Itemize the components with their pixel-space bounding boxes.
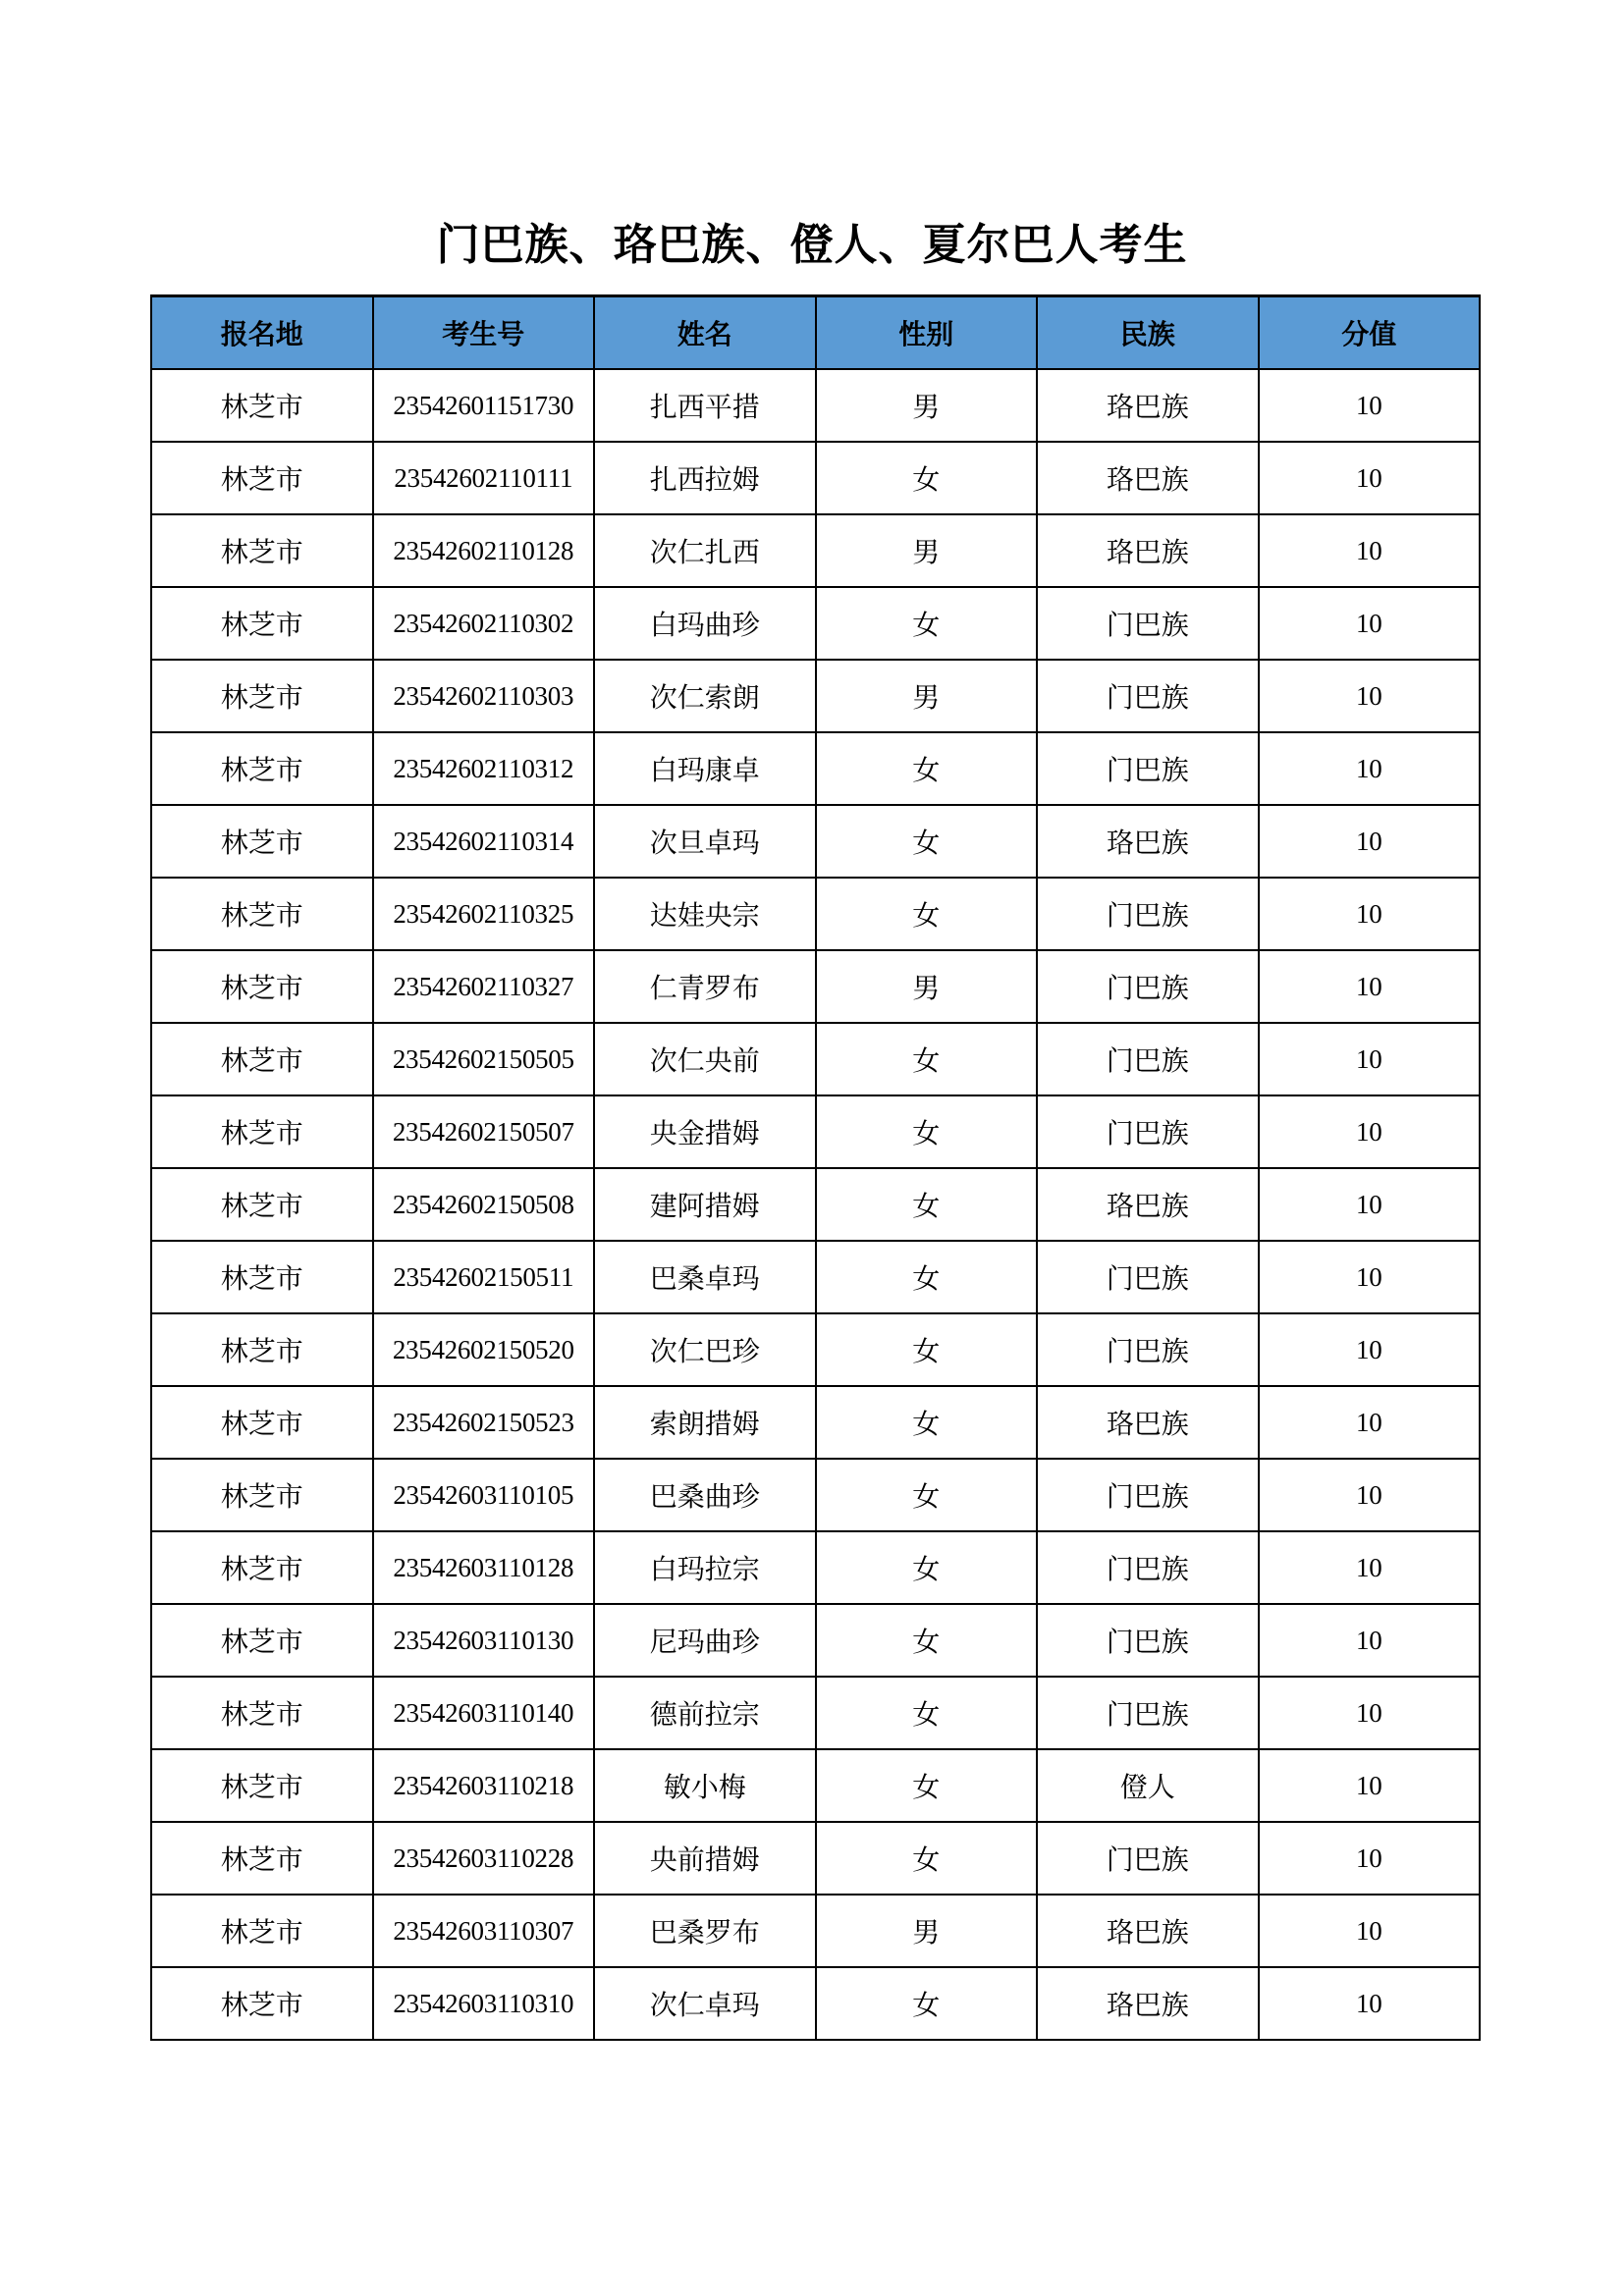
cell-candidate-number: 23542602150507 <box>373 1095 595 1168</box>
cell-ethnicity: 门巴族 <box>1037 587 1259 660</box>
table-row <box>151 587 1480 660</box>
cell-gender: 女 <box>816 442 1038 514</box>
cell-gender: 女 <box>816 1168 1038 1241</box>
table-row <box>151 1531 1480 1604</box>
cell-score: 10 <box>1259 1459 1481 1531</box>
cell-score: 10 <box>1259 587 1481 660</box>
cell-candidate-number: 23542602150505 <box>373 1023 595 1095</box>
cell-score: 10 <box>1259 1604 1481 1677</box>
cell-registration-place: 林芝市 <box>151 950 373 1023</box>
cell-registration-place: 林芝市 <box>151 1386 373 1459</box>
cell-gender: 男 <box>816 514 1038 587</box>
cell-ethnicity: 门巴族 <box>1037 1531 1259 1604</box>
table-body <box>151 369 1480 2040</box>
cell-name: 次仁央前 <box>594 1023 816 1095</box>
cell-registration-place: 林芝市 <box>151 514 373 587</box>
cell-ethnicity: 门巴族 <box>1037 1313 1259 1386</box>
cell-registration-place: 林芝市 <box>151 1023 373 1095</box>
cell-candidate-number: 23542603110307 <box>373 1895 595 1967</box>
table-row <box>151 1313 1480 1386</box>
cell-gender: 女 <box>816 878 1038 950</box>
cell-gender: 男 <box>816 950 1038 1023</box>
cell-ethnicity: 门巴族 <box>1037 660 1259 732</box>
cell-candidate-number: 23542602110314 <box>373 805 595 878</box>
cell-gender: 男 <box>816 1895 1038 1967</box>
cell-registration-place: 林芝市 <box>151 732 373 805</box>
cell-candidate-number: 23542602110111 <box>373 442 595 514</box>
cell-name: 次仁索朗 <box>594 660 816 732</box>
candidate-table <box>150 294 1481 2041</box>
column-header-gender: 性别 <box>816 296 1038 370</box>
cell-registration-place: 林芝市 <box>151 1168 373 1241</box>
cell-gender: 女 <box>816 1967 1038 2040</box>
table-row <box>151 1822 1480 1895</box>
cell-registration-place: 林芝市 <box>151 1822 373 1895</box>
cell-ethnicity: 门巴族 <box>1037 1095 1259 1168</box>
table-row <box>151 1677 1480 1749</box>
cell-score: 10 <box>1259 1531 1481 1604</box>
cell-gender: 女 <box>816 1095 1038 1168</box>
table-row <box>151 1168 1480 1241</box>
cell-gender: 女 <box>816 1459 1038 1531</box>
cell-registration-place: 林芝市 <box>151 369 373 442</box>
cell-registration-place: 林芝市 <box>151 1313 373 1386</box>
column-header-score: 分值 <box>1259 296 1481 370</box>
cell-candidate-number: 23542602150523 <box>373 1386 595 1459</box>
cell-name: 白玛康卓 <box>594 732 816 805</box>
cell-registration-place: 林芝市 <box>151 1604 373 1677</box>
table-row <box>151 1386 1480 1459</box>
table-row <box>151 805 1480 878</box>
cell-ethnicity: 珞巴族 <box>1037 805 1259 878</box>
cell-score: 10 <box>1259 1967 1481 2040</box>
cell-name: 巴桑罗布 <box>594 1895 816 1967</box>
table-row <box>151 1604 1480 1677</box>
cell-score: 10 <box>1259 1386 1481 1459</box>
cell-ethnicity: 珞巴族 <box>1037 1895 1259 1967</box>
cell-ethnicity: 门巴族 <box>1037 1677 1259 1749</box>
cell-score: 10 <box>1259 1095 1481 1168</box>
table-row <box>151 660 1480 732</box>
cell-name: 次仁巴珍 <box>594 1313 816 1386</box>
cell-ethnicity: 门巴族 <box>1037 878 1259 950</box>
cell-ethnicity: 门巴族 <box>1037 732 1259 805</box>
cell-score: 10 <box>1259 369 1481 442</box>
cell-candidate-number: 23542602110303 <box>373 660 595 732</box>
cell-candidate-number: 23542602110128 <box>373 514 595 587</box>
cell-score: 10 <box>1259 1822 1481 1895</box>
table-row <box>151 514 1480 587</box>
cell-registration-place: 林芝市 <box>151 878 373 950</box>
cell-candidate-number: 23542602150508 <box>373 1168 595 1241</box>
cell-candidate-number: 23542602150511 <box>373 1241 595 1313</box>
cell-registration-place: 林芝市 <box>151 660 373 732</box>
cell-score: 10 <box>1259 660 1481 732</box>
cell-gender: 女 <box>816 1386 1038 1459</box>
cell-name: 敏小梅 <box>594 1749 816 1822</box>
cell-candidate-number: 23542602150520 <box>373 1313 595 1386</box>
cell-gender: 女 <box>816 1822 1038 1895</box>
cell-registration-place: 林芝市 <box>151 1895 373 1967</box>
table-header <box>151 296 1480 370</box>
cell-score: 10 <box>1259 1313 1481 1386</box>
cell-score: 10 <box>1259 1677 1481 1749</box>
column-header-registration-place: 报名地 <box>151 296 373 370</box>
table-row <box>151 1895 1480 1967</box>
table-row <box>151 1749 1480 1822</box>
cell-gender: 女 <box>816 1604 1038 1677</box>
cell-registration-place: 林芝市 <box>151 1241 373 1313</box>
cell-candidate-number: 23542601151730 <box>373 369 595 442</box>
cell-name: 扎西拉姆 <box>594 442 816 514</box>
cell-ethnicity: 珞巴族 <box>1037 1967 1259 2040</box>
cell-name: 次旦卓玛 <box>594 805 816 878</box>
cell-gender: 女 <box>816 1241 1038 1313</box>
cell-gender: 男 <box>816 369 1038 442</box>
cell-name: 巴桑曲珍 <box>594 1459 816 1531</box>
cell-registration-place: 林芝市 <box>151 1531 373 1604</box>
cell-registration-place: 林芝市 <box>151 1459 373 1531</box>
cell-name: 白玛拉宗 <box>594 1531 816 1604</box>
cell-gender: 女 <box>816 805 1038 878</box>
cell-registration-place: 林芝市 <box>151 587 373 660</box>
cell-registration-place: 林芝市 <box>151 1677 373 1749</box>
cell-registration-place: 林芝市 <box>151 1749 373 1822</box>
cell-candidate-number: 23542603110130 <box>373 1604 595 1677</box>
cell-name: 仁青罗布 <box>594 950 816 1023</box>
cell-gender: 女 <box>816 1749 1038 1822</box>
cell-name: 扎西平措 <box>594 369 816 442</box>
cell-ethnicity: 门巴族 <box>1037 1604 1259 1677</box>
cell-score: 10 <box>1259 1241 1481 1313</box>
cell-candidate-number: 23542603110310 <box>373 1967 595 2040</box>
cell-name: 建阿措姆 <box>594 1168 816 1241</box>
cell-score: 10 <box>1259 514 1481 587</box>
cell-score: 10 <box>1259 878 1481 950</box>
cell-ethnicity: 珞巴族 <box>1037 369 1259 442</box>
table-row <box>151 1459 1480 1531</box>
cell-name: 央前措姆 <box>594 1822 816 1895</box>
cell-registration-place: 林芝市 <box>151 1095 373 1168</box>
cell-score: 10 <box>1259 732 1481 805</box>
page-title: 门巴族、珞巴族、僜人、夏尔巴人考生 <box>436 220 1188 270</box>
table-row <box>151 950 1480 1023</box>
cell-ethnicity: 珞巴族 <box>1037 1386 1259 1459</box>
cell-ethnicity: 门巴族 <box>1037 950 1259 1023</box>
cell-candidate-number: 23542603110140 <box>373 1677 595 1749</box>
table-row <box>151 442 1480 514</box>
cell-ethnicity: 门巴族 <box>1037 1023 1259 1095</box>
column-header-name: 姓名 <box>594 296 816 370</box>
cell-score: 10 <box>1259 805 1481 878</box>
cell-score: 10 <box>1259 950 1481 1023</box>
table-row <box>151 369 1480 442</box>
cell-name: 达娃央宗 <box>594 878 816 950</box>
cell-registration-place: 林芝市 <box>151 805 373 878</box>
cell-score: 10 <box>1259 1168 1481 1241</box>
cell-candidate-number: 23542602110312 <box>373 732 595 805</box>
cell-candidate-number: 23542603110228 <box>373 1822 595 1895</box>
cell-candidate-number: 23542602110327 <box>373 950 595 1023</box>
cell-registration-place: 林芝市 <box>151 442 373 514</box>
cell-candidate-number: 23542603110105 <box>373 1459 595 1531</box>
cell-ethnicity: 珞巴族 <box>1037 514 1259 587</box>
cell-name: 索朗措姆 <box>594 1386 816 1459</box>
table-row <box>151 1241 1480 1313</box>
cell-name: 白玛曲珍 <box>594 587 816 660</box>
cell-ethnicity: 珞巴族 <box>1037 1168 1259 1241</box>
table-row <box>151 1967 1480 2040</box>
cell-gender: 女 <box>816 1313 1038 1386</box>
cell-candidate-number: 23542602110302 <box>373 587 595 660</box>
cell-ethnicity: 僜人 <box>1037 1749 1259 1822</box>
column-header-candidate-number: 考生号 <box>373 296 595 370</box>
cell-gender: 男 <box>816 660 1038 732</box>
cell-gender: 女 <box>816 732 1038 805</box>
table-row <box>151 1023 1480 1095</box>
cell-ethnicity: 门巴族 <box>1037 1459 1259 1531</box>
cell-score: 10 <box>1259 442 1481 514</box>
cell-score: 10 <box>1259 1749 1481 1822</box>
table-row <box>151 1095 1480 1168</box>
cell-ethnicity: 门巴族 <box>1037 1822 1259 1895</box>
cell-gender: 女 <box>816 587 1038 660</box>
cell-name: 德前拉宗 <box>594 1677 816 1749</box>
column-header-ethnicity: 民族 <box>1037 296 1259 370</box>
cell-name: 次仁扎西 <box>594 514 816 587</box>
table-row <box>151 878 1480 950</box>
cell-gender: 女 <box>816 1023 1038 1095</box>
cell-name: 巴桑卓玛 <box>594 1241 816 1313</box>
cell-candidate-number: 23542603110128 <box>373 1531 595 1604</box>
cell-candidate-number: 23542603110218 <box>373 1749 595 1822</box>
cell-gender: 女 <box>816 1677 1038 1749</box>
cell-gender: 女 <box>816 1531 1038 1604</box>
cell-registration-place: 林芝市 <box>151 1967 373 2040</box>
cell-score: 10 <box>1259 1023 1481 1095</box>
cell-name: 尼玛曲珍 <box>594 1604 816 1677</box>
cell-score: 10 <box>1259 1895 1481 1967</box>
cell-ethnicity: 门巴族 <box>1037 1241 1259 1313</box>
cell-name: 央金措姆 <box>594 1095 816 1168</box>
table-row <box>151 732 1480 805</box>
table-header-row <box>151 296 1480 370</box>
cell-ethnicity: 珞巴族 <box>1037 442 1259 514</box>
cell-name: 次仁卓玛 <box>594 1967 816 2040</box>
cell-candidate-number: 23542602110325 <box>373 878 595 950</box>
